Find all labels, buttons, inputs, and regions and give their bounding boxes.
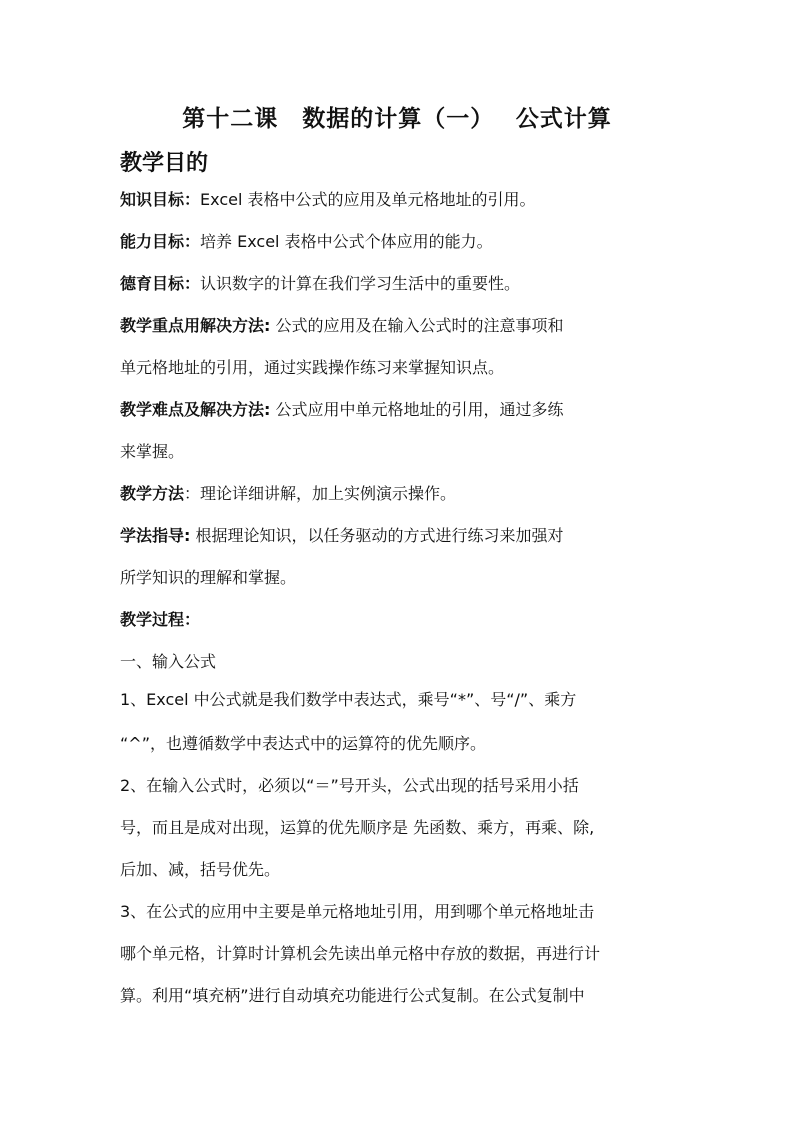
process-heading: 教学过程： xyxy=(120,610,201,629)
item-2-line-1: 2、在输入公式时，必须以“＝”号开头，公式出现的括号采用小括 xyxy=(120,776,579,795)
difficult-points-label: 教学难点及解决方法: xyxy=(120,400,271,419)
item-3-line-3: 算。利用“填充柄”进行自动填充功能进行公式复制。在公式复制中 xyxy=(120,986,585,1005)
teaching-method-text: ：理论详细讲解，加上实例演示操作。 xyxy=(184,484,457,503)
section-heading: 教学目的 xyxy=(120,151,209,176)
key-points-label: 教学重点用解决方法: xyxy=(120,316,271,335)
knowledge-goal-text: Excel 表格中公式的应用及单元格地址的引用。 xyxy=(200,190,536,209)
key-points-text-1: 公式的应用及在输入公式时的注意事项和 xyxy=(270,316,564,335)
key-points-line-2: 单元格地址的引用，通过实践操作练习来掌握知识点。 xyxy=(120,358,505,377)
difficult-points-line-1 xyxy=(120,399,680,421)
ability-goal-text: 培养 Excel 表格中公式个体应用的能力。 xyxy=(200,232,493,251)
teaching-method xyxy=(120,483,680,505)
subsection-heading: 一、输入公式 xyxy=(120,652,217,671)
item-1-line-2: “^”，也遵循数学中表达式中的运算符的优先顺序。 xyxy=(120,734,486,753)
moral-goal-label: 德育目标： xyxy=(120,274,201,293)
lesson-title: 第十二课 数据的计算（一） 公式计算 xyxy=(182,106,612,132)
study-guide-text-1: 根据理论知识，以任务驱动的方式进行练习来加强对 xyxy=(190,526,564,545)
study-guide-line-1 xyxy=(120,525,680,547)
moral-goal-text: 认识数字的计算在我们学习生活中的重要性。 xyxy=(200,274,521,293)
ability-goal-label: 能力目标： xyxy=(120,232,201,251)
study-guide-line-2: 所学知识的理解和掌握。 xyxy=(120,568,297,587)
teaching-method-label: 教学方法 xyxy=(120,484,185,503)
study-guide-label: 学法指导: xyxy=(120,526,191,545)
ability-goal xyxy=(120,231,680,253)
knowledge-goal-label: 知识目标： xyxy=(120,190,201,209)
difficult-points-text-1: 公式应用中单元格地址的引用，通过多练 xyxy=(270,400,564,419)
item-1-line-1: 1、Excel 中公式就是我们数学中表达式，乘号“*”、号“/”、乘方 xyxy=(120,690,577,709)
difficult-points-line-2: 来掌握。 xyxy=(120,442,185,461)
moral-goal xyxy=(120,273,680,295)
item-3-line-1: 3、在公式的应用中主要是单元格地址引用，用到哪个单元格地址击 xyxy=(120,902,595,921)
key-points-line-1 xyxy=(120,315,680,337)
item-2-line-3: 后加、减，括号优先。 xyxy=(120,860,281,879)
item-2-line-2: 号，而且是成对出现，运算的优先顺序是 先函数、乘方，再乘、除, xyxy=(120,818,595,837)
knowledge-goal xyxy=(120,189,680,211)
item-3-line-2: 哪个单元格，计算时计算机会先读出单元格中存放的数据，再进行计 xyxy=(120,944,601,963)
